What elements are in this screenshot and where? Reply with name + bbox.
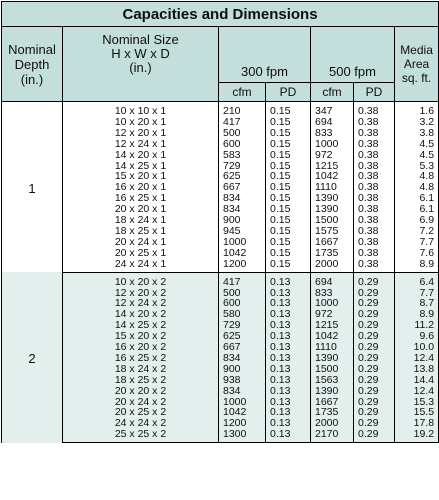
table-row	[2, 429, 439, 442]
pd-500-cell: 0.29	[354, 272, 395, 287]
size-cell: 20 x 20 x 1	[63, 204, 219, 215]
media-area-cell: 17.8	[395, 418, 439, 429]
cfm-500-cell: 833	[311, 288, 354, 299]
size-cell: 10 x 20 x 1	[63, 117, 219, 128]
cfm-300-cell: 500	[219, 288, 266, 299]
depth-group-2	[2, 272, 439, 443]
pd-300-cell: 0.15	[266, 128, 311, 139]
cfm-500-cell: 694	[311, 272, 354, 287]
pd-300-cell: 0.13	[266, 288, 311, 299]
cfm-300-cell: 1200	[219, 259, 266, 272]
pd-300-cell: 0.13	[266, 375, 311, 386]
pd-300-cell: 0.13	[266, 353, 311, 364]
pd-500-cell: 0.38	[354, 128, 395, 139]
header-size-line-2: H x W x D	[111, 46, 170, 61]
pd-300-cell: 0.15	[266, 171, 311, 182]
media-area-cell: 10.0	[395, 342, 439, 353]
cfm-500-cell: 1215	[311, 320, 354, 331]
pd-300-cell: 0.13	[266, 309, 311, 320]
header-pd-300: PD	[266, 83, 311, 102]
pd-500-cell: 0.38	[354, 193, 395, 204]
cfm-500-cell: 1667	[311, 237, 354, 248]
cfm-300-cell: 834	[219, 204, 266, 215]
header-media-line-3: sq. ft.	[401, 71, 432, 85]
cfm-500-cell: 1667	[311, 397, 354, 408]
pd-500-cell: 0.29	[354, 364, 395, 375]
cfm-300-cell: 1200	[219, 418, 266, 429]
media-area-cell: 1.6	[395, 102, 439, 117]
header-size-line-3: (in.)	[129, 60, 152, 75]
table-row	[2, 102, 439, 117]
media-area-cell: 3.8	[395, 128, 439, 139]
cfm-500-cell: 1110	[311, 182, 354, 193]
pd-300-cell: 0.15	[266, 259, 311, 272]
cfm-500-cell: 694	[311, 117, 354, 128]
cfm-500-cell: 1110	[311, 342, 354, 353]
media-area-cell: 11.2	[395, 320, 439, 331]
size-cell: 18 x 24 x 2	[63, 364, 219, 375]
cfm-300-cell: 210	[219, 102, 266, 117]
cfm-500-cell: 972	[311, 150, 354, 161]
cfm-300-cell: 600	[219, 298, 266, 309]
cfm-500-cell: 2000	[311, 418, 354, 429]
pd-300-cell: 0.13	[266, 342, 311, 353]
cfm-300-cell: 900	[219, 364, 266, 375]
header-media-line-1: Media	[400, 43, 433, 57]
size-cell: 15 x 20 x 2	[63, 331, 219, 342]
cfm-300-cell: 900	[219, 215, 266, 226]
pd-300-cell: 0.15	[266, 226, 311, 237]
cfm-500-cell: 1735	[311, 407, 354, 418]
cfm-300-cell: 625	[219, 171, 266, 182]
header-cfm-500: cfm	[311, 83, 354, 102]
pd-300-cell: 0.15	[266, 237, 311, 248]
media-area-cell: 8.9	[395, 309, 439, 320]
size-cell: 14 x 25 x 1	[63, 161, 219, 172]
media-area-cell: 4.8	[395, 171, 439, 182]
cfm-300-cell: 1300	[219, 429, 266, 442]
table-row	[2, 150, 439, 161]
cfm-500-cell: 1390	[311, 386, 354, 397]
media-area-cell: 7.7	[395, 237, 439, 248]
cfm-300-cell: 600	[219, 139, 266, 150]
pd-500-cell: 0.38	[354, 161, 395, 172]
cfm-300-cell: 1000	[219, 237, 266, 248]
depth-group-1	[2, 102, 439, 273]
pd-500-cell: 0.38	[354, 102, 395, 117]
pd-300-cell: 0.15	[266, 204, 311, 215]
size-cell: 24 x 24 x 2	[63, 418, 219, 429]
size-cell: 20 x 25 x 1	[63, 248, 219, 259]
pd-500-cell: 0.38	[354, 237, 395, 248]
media-area-cell: 12.4	[395, 353, 439, 364]
cfm-300-cell: 729	[219, 161, 266, 172]
media-area-cell: 7.2	[395, 226, 439, 237]
cfm-500-cell: 347	[311, 102, 354, 117]
cfm-300-cell: 938	[219, 375, 266, 386]
pd-500-cell: 0.38	[354, 259, 395, 272]
size-cell: 12 x 20 x 2	[63, 288, 219, 299]
pd-500-cell: 0.29	[354, 386, 395, 397]
size-cell: 18 x 25 x 2	[63, 375, 219, 386]
header-pd-500: PD	[354, 83, 395, 102]
cfm-500-cell: 1000	[311, 139, 354, 150]
pd-300-cell: 0.13	[266, 386, 311, 397]
media-area-cell: 7.7	[395, 288, 439, 299]
header-nominal-depth	[2, 27, 63, 102]
header-nominal-size	[63, 27, 219, 102]
cfm-500-cell: 1390	[311, 353, 354, 364]
depth-cell: 1	[2, 102, 63, 273]
pd-500-cell: 0.29	[354, 353, 395, 364]
media-area-cell: 6.9	[395, 215, 439, 226]
pd-300-cell: 0.13	[266, 320, 311, 331]
media-area-cell: 14.4	[395, 375, 439, 386]
pd-500-cell: 0.38	[354, 182, 395, 193]
pd-300-cell: 0.13	[266, 272, 311, 287]
header-depth-line-3: (in.)	[20, 71, 44, 87]
pd-300-cell: 0.13	[266, 397, 311, 408]
cfm-500-cell: 2000	[311, 259, 354, 272]
capacities-table	[1, 1, 439, 443]
pd-500-cell: 0.38	[354, 117, 395, 128]
header-media-area	[395, 27, 439, 102]
cfm-300-cell: 945	[219, 226, 266, 237]
pd-300-cell: 0.15	[266, 161, 311, 172]
cfm-300-cell: 500	[219, 128, 266, 139]
cfm-500-cell: 972	[311, 309, 354, 320]
cfm-500-cell: 2170	[311, 429, 354, 442]
cfm-300-cell: 583	[219, 150, 266, 161]
size-cell: 12 x 24 x 1	[63, 139, 219, 150]
header-size-line-1: Nominal Size	[102, 32, 179, 47]
media-area-cell: 15.5	[395, 407, 439, 418]
cfm-300-cell: 625	[219, 331, 266, 342]
pd-300-cell: 0.15	[266, 248, 311, 259]
cfm-300-cell: 834	[219, 353, 266, 364]
media-area-cell: 6.1	[395, 204, 439, 215]
size-cell: 10 x 20 x 2	[63, 272, 219, 287]
size-cell: 15 x 20 x 1	[63, 171, 219, 182]
pd-500-cell: 0.38	[354, 171, 395, 182]
cfm-300-cell: 667	[219, 182, 266, 193]
cfm-500-cell: 1390	[311, 193, 354, 204]
table-title: Capacities and Dimensions	[2, 2, 439, 27]
pd-300-cell: 0.13	[266, 331, 311, 342]
header-300-fpm: 300 fpm	[219, 27, 311, 83]
size-cell: 20 x 24 x 2	[63, 397, 219, 408]
depth-cell: 2	[2, 272, 63, 443]
media-area-cell: 15.3	[395, 397, 439, 408]
size-cell: 20 x 24 x 1	[63, 237, 219, 248]
pd-500-cell: 0.29	[354, 342, 395, 353]
pd-300-cell: 0.13	[266, 298, 311, 309]
cfm-500-cell: 1042	[311, 331, 354, 342]
cfm-500-cell: 833	[311, 128, 354, 139]
pd-300-cell: 0.13	[266, 364, 311, 375]
size-cell: 14 x 25 x 2	[63, 320, 219, 331]
pd-500-cell: 0.29	[354, 397, 395, 408]
cfm-300-cell: 667	[219, 342, 266, 353]
media-area-cell: 3.2	[395, 117, 439, 128]
cfm-500-cell: 1215	[311, 161, 354, 172]
pd-500-cell: 0.38	[354, 226, 395, 237]
pd-300-cell: 0.13	[266, 429, 311, 442]
size-cell: 16 x 25 x 1	[63, 193, 219, 204]
cfm-500-cell: 1500	[311, 215, 354, 226]
size-cell: 10 x 10 x 1	[63, 102, 219, 117]
pd-300-cell: 0.15	[266, 215, 311, 226]
pd-300-cell: 0.15	[266, 139, 311, 150]
table-row	[2, 272, 439, 287]
size-cell: 24 x 24 x 1	[63, 259, 219, 272]
capacities-table-container	[1, 1, 438, 499]
cfm-300-cell: 1042	[219, 248, 266, 259]
pd-500-cell: 0.38	[354, 150, 395, 161]
pd-300-cell: 0.15	[266, 193, 311, 204]
cfm-300-cell: 1042	[219, 407, 266, 418]
size-cell: 20 x 25 x 2	[63, 407, 219, 418]
size-cell: 25 x 25 x 2	[63, 429, 219, 442]
table-row	[2, 259, 439, 272]
pd-500-cell: 0.38	[354, 139, 395, 150]
media-area-cell: 9.6	[395, 331, 439, 342]
header-depth-line-1: Nominal	[8, 41, 56, 57]
pd-500-cell: 0.29	[354, 309, 395, 320]
header-media-line-2: Area	[403, 57, 430, 71]
cfm-300-cell: 1000	[219, 397, 266, 408]
pd-500-cell: 0.38	[354, 204, 395, 215]
cfm-300-cell: 729	[219, 320, 266, 331]
cfm-300-cell: 834	[219, 193, 266, 204]
media-area-cell: 8.9	[395, 259, 439, 272]
size-cell: 16 x 20 x 1	[63, 182, 219, 193]
cfm-500-cell: 1000	[311, 298, 354, 309]
header-cfm-300: cfm	[219, 83, 266, 102]
cfm-500-cell: 1575	[311, 226, 354, 237]
cfm-300-cell: 417	[219, 272, 266, 287]
media-area-cell: 4.8	[395, 182, 439, 193]
media-area-cell: 4.5	[395, 139, 439, 150]
pd-500-cell: 0.29	[354, 375, 395, 386]
size-cell: 18 x 25 x 1	[63, 226, 219, 237]
cfm-500-cell: 1042	[311, 171, 354, 182]
cfm-300-cell: 580	[219, 309, 266, 320]
size-cell: 20 x 20 x 2	[63, 386, 219, 397]
cfm-500-cell: 1563	[311, 375, 354, 386]
size-cell: 14 x 20 x 2	[63, 309, 219, 320]
pd-300-cell: 0.15	[266, 102, 311, 117]
size-cell: 16 x 20 x 2	[63, 342, 219, 353]
media-area-cell: 5.3	[395, 161, 439, 172]
pd-300-cell: 0.13	[266, 407, 311, 418]
size-cell: 14 x 20 x 1	[63, 150, 219, 161]
table-row	[2, 386, 439, 397]
pd-500-cell: 0.29	[354, 331, 395, 342]
cfm-500-cell: 1390	[311, 204, 354, 215]
media-area-cell: 4.5	[395, 150, 439, 161]
header-500-fpm: 500 fpm	[311, 27, 395, 83]
media-area-cell: 7.6	[395, 248, 439, 259]
pd-500-cell: 0.29	[354, 288, 395, 299]
pd-500-cell: 0.29	[354, 429, 395, 442]
media-area-cell: 19.2	[395, 429, 439, 442]
cfm-500-cell: 1500	[311, 364, 354, 375]
media-area-cell: 6.1	[395, 193, 439, 204]
media-area-cell: 12.4	[395, 386, 439, 397]
pd-500-cell: 0.38	[354, 215, 395, 226]
pd-500-cell: 0.29	[354, 407, 395, 418]
pd-500-cell: 0.38	[354, 248, 395, 259]
size-cell: 16 x 25 x 2	[63, 353, 219, 364]
pd-300-cell: 0.13	[266, 418, 311, 429]
table-row	[2, 139, 439, 150]
size-cell: 12 x 20 x 1	[63, 128, 219, 139]
cfm-300-cell: 834	[219, 386, 266, 397]
pd-300-cell: 0.15	[266, 150, 311, 161]
media-area-cell: 8.7	[395, 298, 439, 309]
pd-500-cell: 0.29	[354, 418, 395, 429]
header-depth-line-2: Depth	[14, 56, 50, 72]
pd-500-cell: 0.29	[354, 320, 395, 331]
cfm-300-cell: 417	[219, 117, 266, 128]
pd-300-cell: 0.15	[266, 117, 311, 128]
cfm-500-cell: 1735	[311, 248, 354, 259]
media-area-cell: 13.8	[395, 364, 439, 375]
pd-300-cell: 0.15	[266, 182, 311, 193]
pd-500-cell: 0.29	[354, 298, 395, 309]
size-cell: 12 x 24 x 2	[63, 298, 219, 309]
media-area-cell: 6.4	[395, 272, 439, 287]
size-cell: 18 x 24 x 1	[63, 215, 219, 226]
